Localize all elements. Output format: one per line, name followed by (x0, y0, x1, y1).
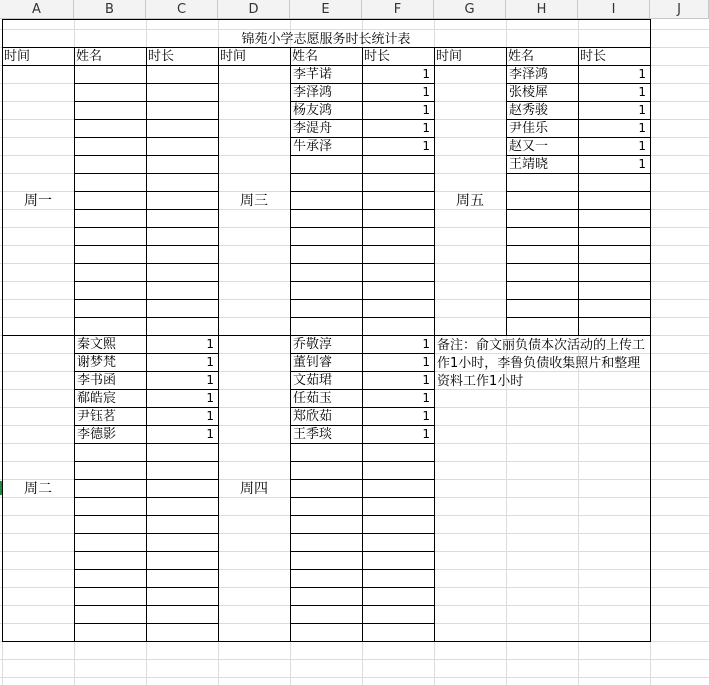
volunteer-hours: 1 (422, 139, 430, 153)
volunteer-name: 赵秀骏 (509, 103, 549, 118)
day-label-mon: 周一 (24, 193, 52, 209)
column-header-g[interactable]: G (434, 0, 506, 19)
table-border (74, 479, 219, 480)
column-header-a[interactable]: A (0, 0, 74, 19)
volunteer-name: 王季琰 (293, 427, 333, 442)
remark-note: 备注：俞文丽负债本次活动的上传工作1小时，李鲁负债收集照片和整理资料工作1小时 (437, 338, 646, 389)
volunteer-hours: 1 (206, 409, 214, 423)
table-border (290, 209, 435, 210)
table-border (74, 443, 219, 444)
table-border (290, 281, 435, 282)
table-border (506, 299, 651, 300)
table-border (74, 263, 219, 264)
volunteer-hours: 1 (206, 373, 214, 387)
table-border (74, 317, 219, 318)
table-border (506, 209, 651, 210)
column-header-b[interactable]: B (74, 0, 146, 19)
volunteer-hours: 1 (206, 337, 214, 351)
volunteer-hours: 1 (638, 85, 646, 99)
header-cell: 姓名 (76, 49, 103, 64)
day-label-tue: 周二 (24, 481, 52, 497)
volunteer-name: 董钊睿 (293, 355, 333, 370)
volunteer-name: 张棱犀 (509, 85, 549, 100)
header-cell: 时间 (436, 49, 463, 64)
table-border (290, 623, 435, 624)
table-border (506, 335, 651, 336)
column-header-d[interactable]: D (218, 0, 290, 19)
table-border (506, 191, 651, 192)
table-border (290, 479, 435, 480)
column-header-h[interactable]: H (506, 0, 578, 19)
volunteer-hours: 1 (206, 427, 214, 441)
volunteer-name: 文茹珺 (293, 373, 333, 388)
table-border (650, 19, 651, 642)
table-border (74, 281, 219, 282)
table-border (74, 173, 219, 174)
volunteer-hours: 1 (422, 391, 430, 405)
gridline-horizontal (0, 677, 709, 678)
table-border (506, 227, 651, 228)
volunteer-hours: 1 (638, 67, 646, 81)
table-border (2, 19, 651, 20)
table-border (74, 83, 219, 84)
table-border (74, 497, 219, 498)
day-label-fri: 周五 (456, 193, 484, 209)
table-border (74, 515, 219, 516)
table-border (74, 155, 219, 156)
header-cell: 时长 (364, 49, 391, 64)
table-border (74, 209, 219, 210)
table-border (74, 299, 219, 300)
table-border (290, 299, 435, 300)
volunteer-hours: 1 (422, 373, 430, 387)
table-border (290, 443, 435, 444)
volunteer-hours: 1 (422, 67, 430, 81)
volunteer-name: 赵又一 (509, 139, 549, 154)
table-border (290, 245, 435, 246)
table-border (74, 641, 219, 642)
volunteer-hours: 1 (422, 355, 430, 369)
header-cell: 姓名 (508, 49, 535, 64)
table-border (74, 227, 219, 228)
table-border (74, 533, 219, 534)
header-cell: 时长 (148, 49, 175, 64)
volunteer-name: 秦文熙 (77, 337, 117, 352)
table-border (506, 281, 651, 282)
volunteer-name: 乔敬淳 (293, 337, 333, 352)
header-cell: 时间 (220, 49, 247, 64)
day-label-wed: 周三 (240, 193, 268, 209)
volunteer-name: 尹钰茗 (77, 409, 117, 424)
volunteer-name: 李书函 (77, 373, 117, 388)
volunteer-hours: 1 (638, 157, 646, 171)
volunteer-hours: 1 (638, 139, 646, 153)
volunteer-name: 郑欣茹 (293, 409, 333, 424)
table-border (290, 461, 435, 462)
volunteer-name: 李芊诺 (293, 67, 333, 82)
volunteer-hours: 1 (422, 103, 430, 117)
table-border (74, 137, 219, 138)
header-cell: 时长 (580, 49, 607, 64)
volunteer-hours: 1 (638, 121, 646, 135)
table-border (290, 515, 435, 516)
table-border (74, 551, 219, 552)
table-border (506, 263, 651, 264)
volunteer-hours: 1 (638, 103, 646, 117)
volunteer-name: 杨友鸿 (293, 103, 333, 118)
table-border (74, 101, 219, 102)
volunteer-name: 尹佳乐 (509, 121, 549, 136)
active-row-indicator (0, 481, 2, 495)
volunteer-name: 王靖晓 (509, 157, 549, 172)
table-border (290, 191, 435, 192)
table-border (290, 605, 435, 606)
table-border (74, 623, 219, 624)
table-border (290, 155, 435, 156)
column-header-i[interactable]: I (578, 0, 650, 19)
table-border (74, 605, 219, 606)
column-header-f[interactable]: F (362, 0, 434, 19)
volunteer-hours: 1 (422, 427, 430, 441)
volunteer-hours: 1 (206, 391, 214, 405)
table-border (290, 263, 435, 264)
day-label-thu: 周四 (240, 481, 268, 497)
table-title: 锦苑小学志愿服务时长统计表 (241, 32, 411, 47)
table-border (506, 317, 651, 318)
table-border (74, 119, 219, 120)
volunteer-name: 李泽鸿 (509, 67, 549, 82)
volunteer-name: 郗皓宸 (77, 391, 117, 406)
column-header-j[interactable]: J (650, 0, 709, 19)
volunteer-name: 谢梦梵 (77, 355, 117, 370)
column-header-c[interactable]: C (146, 0, 218, 19)
table-border (290, 317, 435, 318)
volunteer-name: 牛承泽 (293, 139, 333, 154)
volunteer-hours: 1 (422, 121, 430, 135)
table-border (290, 533, 435, 534)
table-border (290, 173, 435, 174)
table-border (290, 569, 435, 570)
table-border (290, 641, 435, 642)
table-border (74, 191, 219, 192)
volunteer-name: 李湜舟 (293, 121, 333, 136)
table-border (74, 587, 219, 588)
gridline-horizontal (0, 659, 709, 660)
table-border (506, 245, 651, 246)
table-border (506, 173, 651, 174)
column-header-e[interactable]: E (290, 0, 362, 19)
table-border (74, 245, 219, 246)
volunteer-hours: 1 (206, 355, 214, 369)
table-border (290, 497, 435, 498)
table-border (290, 587, 435, 588)
header-cell: 时间 (4, 49, 31, 64)
table-border (290, 227, 435, 228)
table-border (74, 65, 219, 66)
volunteer-name: 李泽鸿 (293, 85, 333, 100)
table-border (74, 569, 219, 570)
table-border (74, 461, 219, 462)
volunteer-name: 任茹玉 (293, 391, 333, 406)
header-cell: 姓名 (292, 49, 319, 64)
volunteer-hours: 1 (422, 85, 430, 99)
volunteer-hours: 1 (422, 337, 430, 351)
gridline-horizontal (0, 29, 709, 30)
volunteer-hours: 1 (422, 409, 430, 423)
table-border (290, 551, 435, 552)
volunteer-name: 李德影 (77, 427, 117, 442)
